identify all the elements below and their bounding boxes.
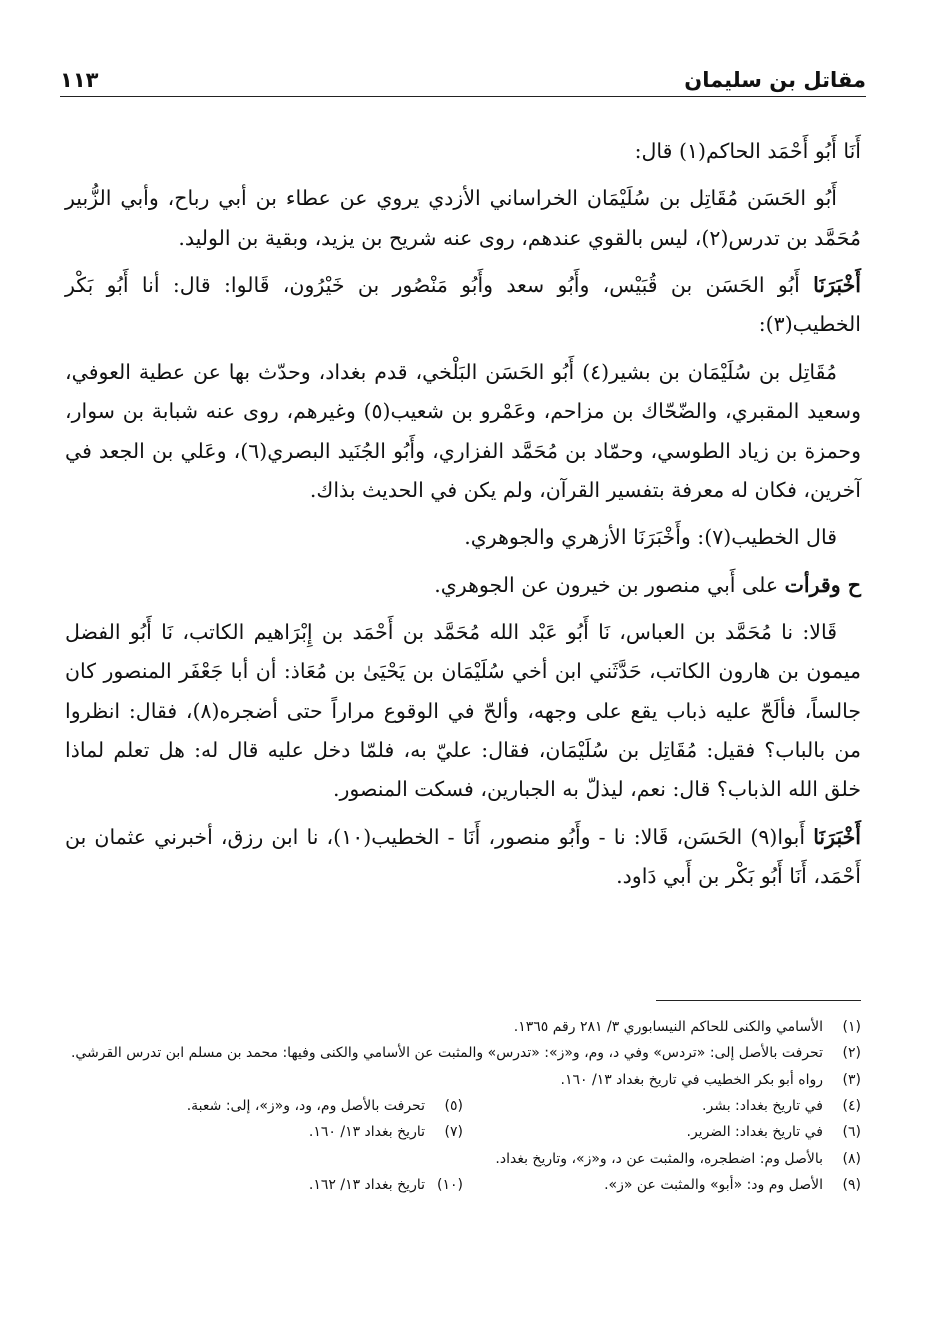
footnote [65,1146,861,1172]
footnote-row [65,1172,861,1198]
footnote-text: في تاريخ بغداد: بشر. [702,1097,823,1114]
footnote-text: تاريخ بغداد ١٣/ ١٦٠. [308,1124,425,1141]
paragraph-lead: أَخْبَرَنَا [813,824,862,849]
paragraph: أَنَا أَبُو أَحْمَد الحاكم(١) قال: [634,139,861,163]
footnote-number: (٨) [842,1150,861,1167]
footnote [65,1119,463,1145]
main-text [65,132,861,904]
footnote-number: (١) [842,1019,861,1035]
footnote-number: (٩) [842,1176,861,1193]
footnote [65,1093,463,1119]
footnote-rule [656,1000,861,1001]
paragraph-body: على أَبي منصور بن خيرون عن الجوهري. [434,572,785,597]
paragraph: قال الخطيب(٧): وأَخْبَرَنَا الأزهري والجوهري. [464,525,837,550]
footnote-text: تحرفت بالأصل وم، ود، و«ز»، إلى: شعبة. [186,1097,425,1114]
paragraph: أَبُو الحَسَن مُقَاتِل بن سُلَيْمَان الخراساني الأزدي يروي عن عطاء بن أبي رباح، وأبي الزُّبير مُحَمَّد بن تدرس(٢)، ليس بالقوي عندهم، روى عنه شريح بن يزيد، وبقية بن الوليد. [65,186,861,250]
paragraph-body: أَبُو الحَسَن بن قُبَيْس، وأَبُو سعد وأَبُو مَنْصُور بن خَيْرُون، قَالوا: قال: أنا أَبُو بَكْر الخطيب(٣): [65,273,861,337]
footnote-number: (٢) [842,1045,861,1062]
paragraph-lead: أَخْبَرَنَا [813,273,861,298]
footnotes [65,1014,861,1198]
paragraph [65,266,861,345]
footnote [463,1172,861,1198]
footnote [463,1093,861,1119]
paragraph-body: أَبوا(٩) الحَسَن، قَالا: نا - وأَبُو منصور، أَنَا - الخطيب(١٠)، نا ابن رزق، أخبرني عثمان بن أَحْمَد، أَنَا أَبُو بَكْر بن أَبي دَاود. [65,824,861,889]
footnote-row [65,1093,861,1119]
footnote-text: الأصل وم ود: «أبو» والمثبت عن «ز». [604,1176,823,1193]
footnote [65,1067,861,1093]
paragraph [65,566,861,605]
footnote-number: (٣) [842,1071,861,1088]
footnote-number: (٤) [842,1097,861,1114]
footnote-text: تاريخ بغداد ١٣/ ١٦٢. [308,1176,425,1193]
footnote [65,1014,861,1040]
header-rule [60,96,866,97]
running-title: مقاتل بن سليمان [684,68,866,92]
footnote-text: في تاريخ بغداد: الضرير. [686,1124,823,1141]
footnote-number: (٧) [444,1124,463,1141]
footnote-row [65,1119,861,1145]
footnote-number: (١٠) [437,1176,463,1193]
running-header [60,58,866,92]
footnote-text: بالأصل وم: اضطجره، والمثبت عن د، و«ز»، وتاريخ بغداد. [495,1150,823,1167]
paragraph: مُقَاتِل بن سُلَيْمَان بن بشير(٤) أَبُو الحَسَن البَلْخي، قدم بغداد، وحدّث بها عن عطية العوفي، وسعيد المقبري، والضّحّاك بن مزاحم، وعَمْرو بن شعيب(٥) وغيرهم، روى عنه شبابة بن سوار، وحمزة بن زياد الطوسي، وحمّاد بن مُحَمَّد الفزاري، وأَبُو الجُنَيد البصري(٦)، وعَلي بن الجعد في آخرين، فكان له معرفة بتفسير القرآن، ولم يكن في الحديث بذاك. [65,359,861,502]
paragraph: قَالا: نا مُحَمَّد بن العباس، نَا أَبُو عَبْد الله مُحَمَّد بن أَحْمَد بن إِبْرَاهيم الكاتب، نَا أَبُو الفضل ميمون بن هارون الكاتب، حَدَّثَني ابن أخي سُلَيْمَان بن يَحْيَىٰ بن مُعَاذ: أن أبا جَعْفَر المنصور كان جالساً، فألَحّ عليه ذباب يقع على وجهه، وألحّ في الوقوع مراراً حتى أضجره(٨)، فقال: انظروا من بالباب؟ فقيل: مُقَاتِل بن سُلَيْمَان، فقال: عليّ به، فلمّا دخل عليه قال له: هل تعلم لماذا خلق الله الذباب؟ قال: نعم، ليذلّ به الجبارين، فسكت المنصور. [65,619,861,802]
footnote-number: (٦) [842,1124,861,1141]
paragraph [65,818,861,897]
footnote [65,1040,861,1066]
footnote [463,1119,861,1145]
paragraph-lead: ح وقرأت [784,572,861,597]
footnote-text: الأسامي والكنى للحاكم النيسابوري ٣/ ٢٨١ رقم ١٣٦٥. [513,1019,823,1035]
page-number: ١١٣ [60,68,99,92]
footnote-number: (٥) [444,1097,463,1114]
footnote-text: رواه أبو بكر الخطيب في تاريخ بغداد ١٣/ ١٦٠. [560,1071,823,1088]
footnote-text: تحرفت بالأصل إلى: «تردس» وفي د، وم، و«ز»: «تدرس» والمثبت عن الأسامي والكنى وفيها: محمد بن مسلم ابن تدرس القرشي. [70,1045,823,1062]
footnote [65,1172,463,1198]
